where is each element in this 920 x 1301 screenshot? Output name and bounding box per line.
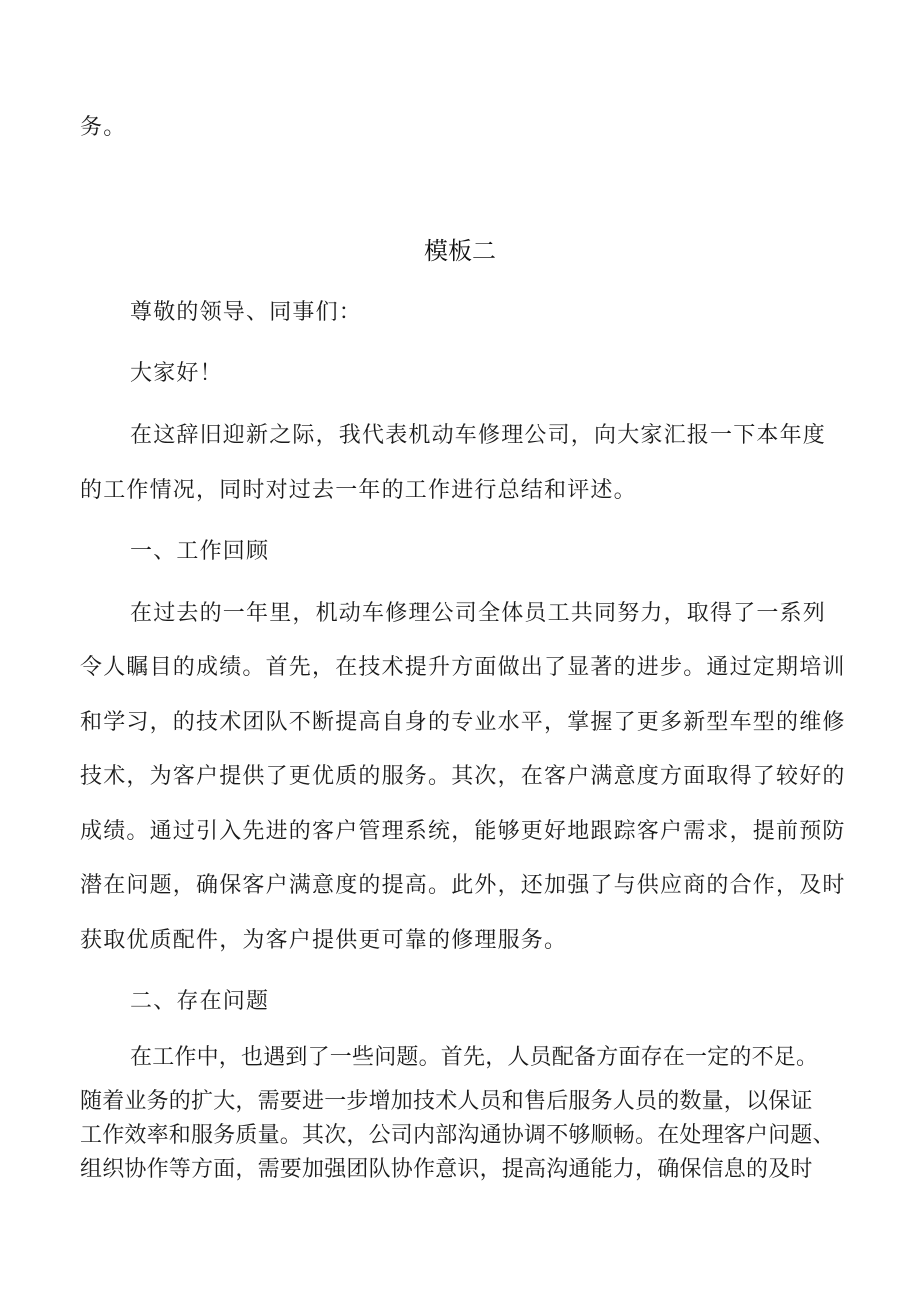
intro-line: 的工作情况，同时对过去一年的工作进行总结和评述。 [80,478,637,503]
body-line: 获取优质配件，为客户提供更可靠的修理服务。 [80,928,568,953]
body-line: 成绩。通过引入先进的客户管理系统，能够更好地跟踪客户需求，提前预防 [80,819,846,844]
body-line: 令人瞩目的成绩。首先，在技术提升方面做出了显著的进步。通过定期培训 [80,655,846,680]
body-line: 潜在问题，确保客户满意度的提高。此外，还加强了与供应商的合作，及时 [80,873,846,898]
carryover-text: 务。 [80,115,127,140]
section-heading-issues: 二、存在问题 [130,989,270,1014]
body-line: 和学习，的技术团队不断提高自身的专业水平，掌握了更多新型车型的维修 [80,710,846,735]
body-line: 工作效率和服务质量。其次，公司内部沟通协调不够顺畅。在处理客户问题、 [80,1123,835,1148]
body-line: 组织协作等方面，需要加强团队协作意识，提高沟通能力，确保信息的及时 [80,1157,813,1182]
section-heading-review: 一、工作回顾 [130,539,270,564]
body-line: 在工作中，也遇到了一些问题。首先，人员配备方面存在一定的不足。 [130,1045,819,1070]
page-title: 模板二 [424,237,496,265]
intro-line: 在这辞旧迎新之际，我代表机动车修理公司，向大家汇报一下本年度 [130,423,827,448]
body-line: 在过去的一年里，机动车修理公司全体员工共同努力，取得了一系列 [130,601,827,626]
salutation: 尊敬的领导、同事们： [130,300,363,325]
body-line: 技术，为客户提供了更优质的服务。其次，在客户满意度方面取得了较好的 [80,764,846,789]
greeting: 大家好！ [130,361,223,386]
body-line: 随着业务的扩大，需要进一步增加技术人员和售后服务人员的数量，以保证 [80,1089,813,1114]
